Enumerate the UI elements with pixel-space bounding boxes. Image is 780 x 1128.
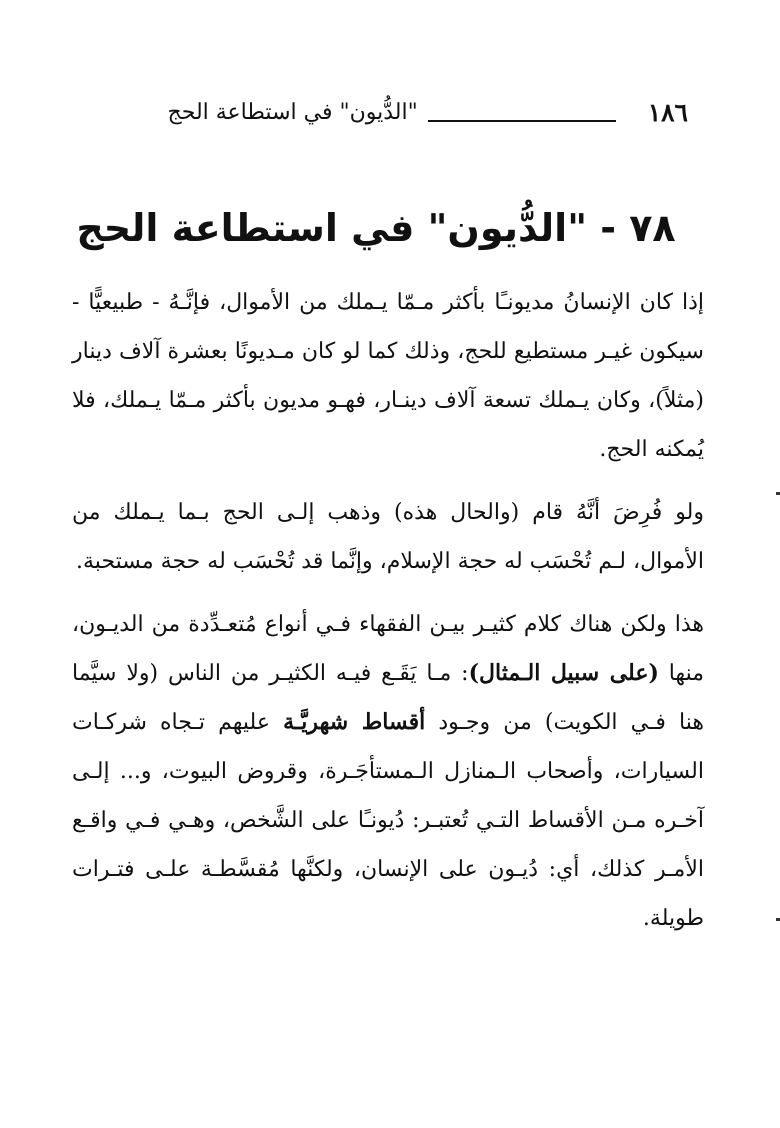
paragraph-2: ولو فُرِضَ أنَّهُ قام (والحال هذه) وذهب إلـى الحج بـما يـملك من الأموال، لـم تُحْسَب له حجة الإسلام، وإنَّما قد تُحْسَب له حجة مستحبة.	[72, 500, 704, 574]
paragraph-3	[72, 600, 704, 943]
bold-phrase-example: (على سبيل الـمثال)	[468, 660, 659, 686]
bold-phrase-installments: أقساط شهريَّـة	[283, 709, 426, 735]
paragraph-3-text-b: : مـا يَقَـع فيـه الكثيـر من الناس (ولا سيَّما هنا فـي الكويت) من وجـود	[72, 661, 704, 735]
header-rule	[428, 120, 616, 122]
page-number: ١٨٦	[647, 98, 688, 127]
paragraph-3-text-a: هذا ولكن هناك كلام كثيـر بيـن الفقهاء فـي أنواع مُتعـدِّدة من الديـون، منها	[72, 612, 704, 686]
page-header	[62, 88, 688, 128]
paragraph-1: إذا كان الإنسانُ مديونـًا بأكثر مـمّا يـملك من الأموال، فإنَّـهُ - طبيعيًّا - سيكون غيـر مستطيع للحج، وذلك كما لو كان مـديونًا بعشرة آلاف دينار (مثلاً)، وكان يـملك تسعة آلاف دينـار، فهـو مديون بأكثر مـمّا يـملك، فلا يُمكنه الحج.	[72, 290, 704, 462]
scan-edge-mark	[776, 918, 780, 921]
paragraph-3-text-c: عليهم تـجاه شركـات السيارات، وأصحاب الـمنازل الـمستأجَـرة، وقروض البيوت، و... إلـى آخـره مـن الأقساط التـي تُعتبـر: دُيونـًا على الشَّخص، وهـي فـي واقـع الأمـر كذلك، أي: دُيـون على الإنسان، ولكنَّها مُقسَّطـة علـى فتـرات طويلة.	[72, 710, 704, 931]
running-title: "الدُّيون" في استطاعة الحج	[167, 100, 418, 125]
scan-edge-mark	[776, 492, 780, 495]
chapter-title: ٧٨ - "الدُّيون" في استطاعة الحج	[76, 206, 676, 250]
body-text	[72, 278, 704, 943]
